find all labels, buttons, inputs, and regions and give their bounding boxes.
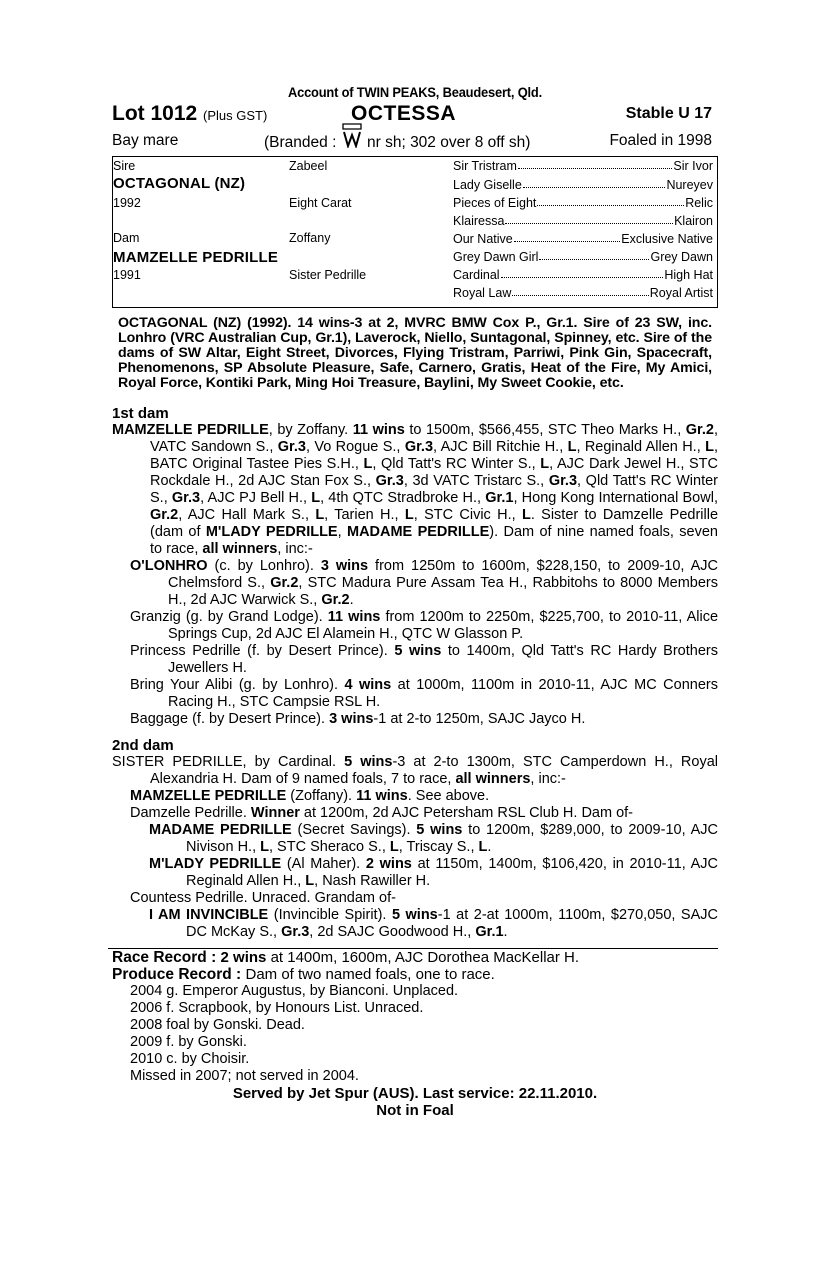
dam-name: MAMZELLE PEDRILLE <box>113 249 279 266</box>
dam-dam: Sister Pedrille <box>289 268 367 282</box>
title-row <box>112 102 718 128</box>
service-note: Served by Jet Spur (AUS). Last service: 22.11.2010. <box>232 1085 598 1102</box>
dam-sire: Zoffany <box>289 231 331 245</box>
produce-item: 2010 c. by Choisir. <box>130 1051 250 1067</box>
sire-sire: Zabeel <box>289 159 328 173</box>
first-dam-heading: 1st dam <box>112 405 169 422</box>
ancestor-left: Our Native <box>453 232 513 246</box>
ancestor-left: Sir Tristram <box>453 159 517 173</box>
grandprogeny-madame: MADAME PEDRILLE (Secret Savings). 5 wins to 1200m, $289,000, to 2009-10, AJC Nivison H., L, STC Sheraco S., L, Triscay S., L. <box>149 822 718 855</box>
lot-number <box>112 102 267 126</box>
progeny-mamzelle: MAMZELLE PEDRILLE (Zoffany). 11 wins. See above. <box>130 788 490 804</box>
sire-summary: OCTAGONAL (NZ) (1992). 14 wins-3 at 2, MVRC BMW Cox P., Gr.1. Sire of 23 SW, inc. Lonhro (VRC Australian Cup, Gr.1), Laverock, Niello, Suntagonal, Spinney, etc. Sire of the dams of SW Altar, Eight Street, Divorces, Flying Tristram, Parriwi, Pink Gin, Spacecraft, Phenomenons, SP Absolute Pleasure, Safe, Carnero, Gratis, Heat of the Fire, My Amici, Royal Force, Kontiki Park, Ming Hoi Treasure, Baylini, My Sweet Cookie, etc. <box>118 315 712 391</box>
pedigree-table <box>112 156 718 308</box>
ancestor-right: Royal Artist <box>649 286 713 300</box>
pedigree-g7 <box>453 268 713 282</box>
ancestor-right: High Hat <box>664 268 713 282</box>
ancestor-right: Klairon <box>674 214 713 228</box>
sire-year: 1992 <box>113 196 141 210</box>
dam-label: Dam <box>113 231 140 245</box>
pedigree-g4 <box>453 214 713 228</box>
ancestor-left: Klairessa <box>453 214 505 228</box>
second-dam-entry: SISTER PEDRILLE, by Cardinal. 5 wins-3 at 2-to 1300m, STC Camperdown H., Royal Alexandria H. Dam of 9 named foals, 7 to race, all winners, inc:- <box>112 754 718 787</box>
pedigree-g6 <box>453 250 713 264</box>
pedigree-g2 <box>453 178 713 192</box>
second-dam-heading: 2nd dam <box>112 737 174 754</box>
brand-suffix: nr sh; 302 over 8 off sh) <box>362 134 531 151</box>
sire-dam: Eight Carat <box>289 196 352 210</box>
produce-item: 2006 f. Scrapbook, by Honours List. Unraced. <box>130 1000 424 1016</box>
ancestor-right: Grey Dawn <box>650 250 713 264</box>
produce-record: Produce Record : Dam of two named foals, one to race. <box>112 966 495 983</box>
ancestor-right: Sir Ivor <box>673 159 713 173</box>
pedigree-g5 <box>453 232 713 246</box>
progeny-olonhro: O'LONHRO (c. by Lonhro). 3 wins from 1250m to 1600m, $228,150, to 2009-10, AJC Chelmsford S., Gr.2, STC Madura Pure Assam Tea H., Rabbitohs to 8000 Members H., 2d AJC Warwick S., Gr.2. <box>130 558 719 608</box>
progeny-bring-your-alibi: Bring Your Alibi (g. by Lonhro). 4 wins at 1000m, 1100m in 2010-11, AJC MC Conners Racing H., STC Campsie RSL H. <box>130 677 718 710</box>
ancestor-left: Cardinal <box>453 268 500 282</box>
brand-description <box>264 132 530 152</box>
ancestor-right: Exclusive Native <box>621 232 713 246</box>
sire-name: OCTAGONAL (NZ) <box>113 175 246 192</box>
grandprogeny-mlady: M'LADY PEDRILLE (Al Maher). 2 wins at 1150m, 1400m, $106,420, in 2010-11, AJC Reginald Allen H., L, Nash Rawiller H. <box>149 856 719 889</box>
lot-label: Lot 1012 <box>112 102 198 125</box>
horse-sex: Bay mare <box>112 132 179 149</box>
produce-item: 2004 g. Emperor Augustus, by Bianconi. Unplaced. <box>130 983 459 999</box>
foaled-year: Foaled in 1998 <box>609 132 712 149</box>
vendor-account: Account of TWIN PEAKS, Beaudesert, Qld. <box>287 84 543 100</box>
stable-number: Stable U 17 <box>625 105 712 122</box>
lot-note: (Plus GST) <box>203 108 268 123</box>
ancestor-left: Grey Dawn Girl <box>453 250 539 264</box>
sire-label: Sire <box>113 159 136 173</box>
subtitle-row <box>112 128 718 152</box>
pedigree-g1 <box>453 159 713 173</box>
brand-prefix: (Branded : <box>264 134 341 151</box>
foal-status: Not in Foal <box>376 1102 454 1119</box>
produce-item: Missed in 2007; not served in 2004. <box>130 1068 359 1084</box>
race-record: Race Record : 2 wins at 1400m, 1600m, AJC Dorothea MacKellar H. <box>112 949 580 966</box>
ancestor-right: Relic <box>685 196 713 210</box>
progeny-princess-pedrille: Princess Pedrille (f. by Desert Prince). 5 wins to 1400m, Qld Tatt's RC Hardy Brothers Jewellers H. <box>130 643 718 676</box>
ancestor-right: Nureyev <box>666 178 713 192</box>
produce-item: 2008 foal by Gonski. Dead. <box>130 1017 305 1033</box>
pedigree-g8 <box>453 286 713 300</box>
pedigree-g3 <box>453 196 713 210</box>
progeny-baggage: Baggage (f. by Desert Prince). 3 wins-1 at 2-to 1250m, SAJC Jayco H. <box>130 711 586 727</box>
progeny-countess: Countess Pedrille. Unraced. Grandam of- <box>130 890 396 906</box>
produce-item: 2009 f. by Gonski. <box>130 1034 247 1050</box>
progeny-granzig: Granzig (g. by Grand Lodge). 11 wins from 1200m to 2250m, $225,700, to 2010-11, Alice Springs Cup, 2d AJC El Alamein H., QTC W Glasson P. <box>130 609 719 642</box>
progeny-damzelle: Damzelle Pedrille. Winner at 1200m, 2d AJC Petersham RSL Club H. Dam of- <box>130 805 634 821</box>
ancestor-left: Royal Law <box>453 286 512 300</box>
ancestor-left: Pieces of Eight <box>453 196 537 210</box>
dam-year: 1991 <box>113 268 141 282</box>
ancestor-left: Lady Giselle <box>453 178 522 192</box>
first-dam-entry: MAMZELLE PEDRILLE, by Zoffany. 11 wins to 1500m, $566,455, STC Theo Marks H., Gr.2, VATC Sandown S., Gr.3, Vo Rogue S., Gr.3, AJC Bill Ritchie H., L, Reginald Allen H., L, BATC Original Tastee Pies S.H., L, Qld Tatt's RC Winter S., L, AJC Dark Jewel H., STC Rockdale H., 2d AJC Stan Fox S., Gr.3, 3d VATC Tristarc S., Gr.3, Qld Tatt's RC Winter S., Gr.3, AJC PJ Bell H., L, 4th QTC Stradbroke H., Gr.1, Hong Kong International Bowl, Gr.2, AJC Hall Mark S., L, Tarien H., L, STC Civic H., L. Sister to Damzelle Pedrille (dam of M'LADY PEDRILLE, MADAME PEDRILLE). Dam of nine named foals, seven to race, all winners, inc:- <box>112 422 719 557</box>
horse-name: OCTESSA <box>351 102 457 125</box>
grandprogeny-i-am-invincible: I AM INVINCIBLE (Invincible Spirit). 5 wins-1 at 2-at 1000m, 1100m, $270,050, SAJC DC McKay S., Gr.3, 2d SAJC Goodwood H., Gr.1. <box>149 907 718 940</box>
brand-mark-icon <box>341 132 363 146</box>
catalogue-page <box>112 84 718 1119</box>
